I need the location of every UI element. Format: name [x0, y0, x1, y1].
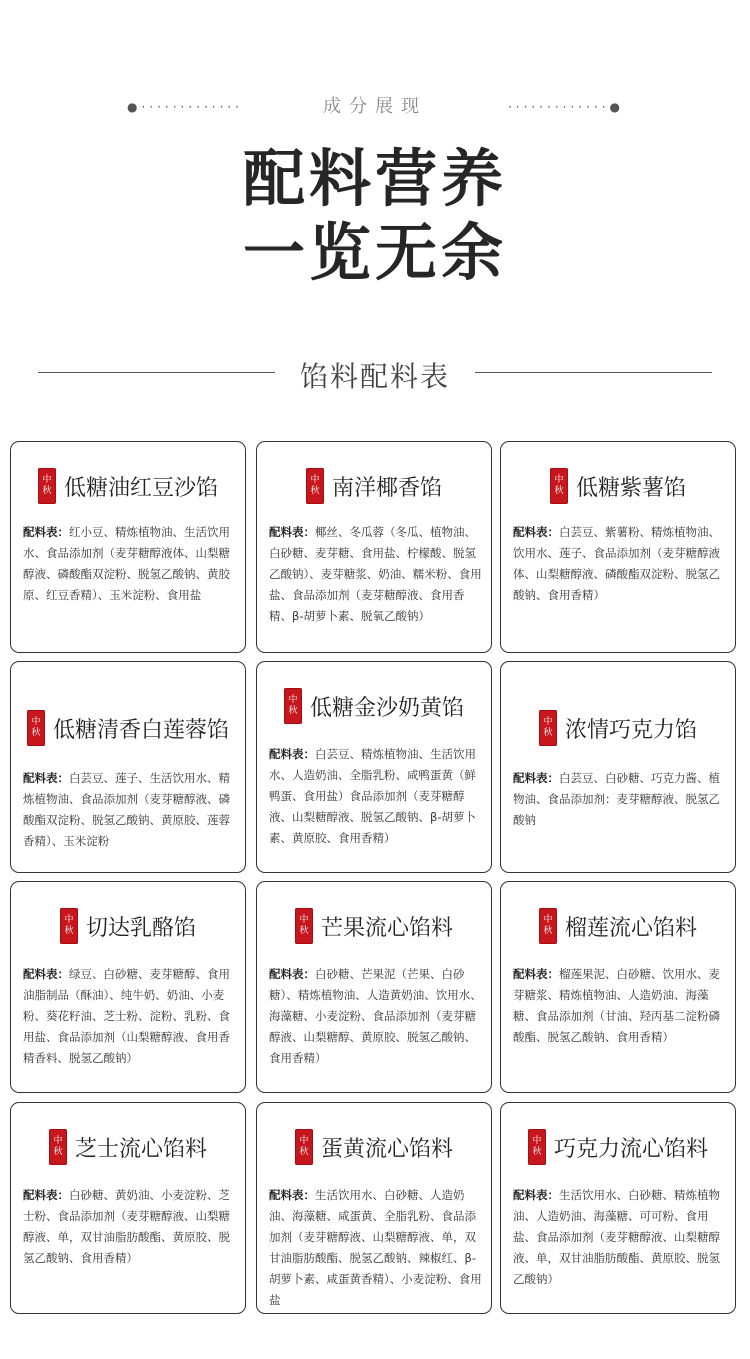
- card-title: 蛋黄流心馅料: [320, 1136, 453, 1162]
- mid-autumn-seal-icon: 中 秋: [550, 468, 568, 504]
- filling-card: [500, 1102, 736, 1314]
- ingredient-label: 配料表：: [23, 1188, 69, 1202]
- card-title: 巧克力流心馅料: [553, 1136, 708, 1162]
- card-header: [257, 1129, 491, 1165]
- right-dots-ornament: ·············●: [507, 100, 624, 114]
- filling-card: [500, 661, 736, 873]
- filling-card: [500, 881, 736, 1093]
- ingredient-label: 配料表：: [269, 967, 315, 981]
- card-title: 低糖清香白莲蓉馅: [52, 717, 229, 743]
- filling-card: [10, 881, 246, 1093]
- ingredient-label: 配料表：: [269, 1188, 315, 1202]
- card-ingredients: 配料表：白砂糖、黄奶油、小麦淀粉、芝士粉、食品添加剂（麦芽糖醇液、山梨糖醇液、单，双甘油脂肪酸酯、黄原胶、脱氢乙酸钠、食用香精）: [23, 1188, 230, 1265]
- card-ingredients: 配料表：白芸豆、精炼植物油、生活饮用水、人造奶油、全脂乳粉、咸鸭蛋黄（鲜鸭蛋、食用盐）食品添加剂（麦芽糖醇液、山梨糖醇液、脱氢乙酸钠、β-胡萝卜素、黄原胶、食用香精）: [269, 747, 476, 845]
- card-title: 低糖紫薯馅: [575, 475, 686, 501]
- card-ingredients: 配料表：生活饮用水、白砂糖、人造奶油、海藻糖、咸蛋黄、全脂乳粉、食品添加剂（麦芽糖醇液、山梨糖醇液、单，双甘油脂肪酸酯、脱氢乙酸钠、辣椒红、β-胡萝卜素、咸蛋黄香精）、小麦淀粉、食用盐: [269, 1188, 482, 1307]
- subtitle: 成分展现: [323, 96, 427, 117]
- mid-autumn-seal-icon: 中 秋: [306, 468, 324, 504]
- card-title: 低糖金沙奶黄馅: [309, 695, 464, 721]
- card-header: [501, 710, 735, 746]
- card-ingredients: 配料表：白砂糖、芒果泥（芒果、白砂糖）、精炼植物油、人造黄奶油、饮用水、海藻糖、小麦淀粉、食品添加剂（麦芽糖醇液、山梨糖醇、黄原胶、脱氢乙酸钠、食用香精）: [269, 967, 482, 1065]
- card-ingredients: 配料表：红小豆、精炼植物油、生活饮用水、食品添加剂（麦芽糖醇液体、山梨糖醇液、磷酸酯双淀粉、脱氢乙酸钠、黄胶原、红豆香精）、玉米淀粉、食用盐: [23, 525, 230, 602]
- filling-card: [256, 881, 492, 1093]
- card-header: [501, 468, 735, 504]
- ingredient-label: 配料表：: [23, 525, 69, 539]
- left-dots-ornament: ●·············: [127, 100, 244, 114]
- ingredient-label: 配料表：: [23, 771, 69, 785]
- card-title: 芝士流心馅料: [74, 1136, 207, 1162]
- main-title-line1: 配料营养: [242, 142, 507, 215]
- mid-autumn-seal-icon: 中 秋: [528, 1129, 546, 1165]
- ingredient-label: 配料表：: [23, 967, 69, 981]
- divider-right: [475, 372, 712, 373]
- card-header: [11, 710, 245, 746]
- card-ingredients: 配料表：椰丝、冬瓜蓉（冬瓜、植物油、白砂糖、麦芽糖、食用盐、柠檬酸、脱氢乙酸钠）、麦芽糖浆、奶油、糯米粉、食用盐、食品添加剂（麦芽糖醇液、食用香精、β-胡萝卜素、脱氧乙酸钠）: [269, 525, 482, 623]
- subtitle-row: [0, 92, 750, 122]
- main-title-line2: 一览无余: [242, 216, 507, 289]
- card-title: 浓情巧克力馅: [564, 717, 697, 743]
- section-title: 馅料配料表: [299, 360, 450, 393]
- card-ingredients: 配料表：白芸豆、莲子、生活饮用水、精炼植物油、食品添加剂（麦芽糖醇液、磷酸酯双淀粉、脱氢乙酸钠、黄原胶、莲蓉香精）、玉米淀粉: [23, 771, 230, 848]
- ingredient-label: 配料表：: [513, 967, 559, 981]
- ingredient-label: 配料表：: [513, 525, 559, 539]
- card-header: [257, 468, 491, 504]
- filling-card: [256, 441, 492, 653]
- filling-card: [10, 441, 246, 653]
- mid-autumn-seal-icon: 中 秋: [295, 908, 313, 944]
- mid-autumn-seal-icon: 中 秋: [539, 908, 557, 944]
- card-title: 榴莲流心馅料: [564, 915, 697, 941]
- ingredient-label: 配料表：: [269, 525, 315, 539]
- card-header: [11, 1129, 245, 1165]
- filling-card: [256, 661, 492, 873]
- mid-autumn-seal-icon: 中 秋: [38, 468, 56, 504]
- card-ingredients: 配料表：白芸豆、白砂糖、巧克力酱、植物油、食品添加剂：麦芽糖醇液、脱氢乙酸钠: [513, 771, 720, 827]
- card-ingredients: 配料表：绿豆、白砂糖、麦芽糖醇、食用油脂制品（酥油）、纯牛奶、奶油、小麦粉、葵花籽油、芝士粉、淀粉、乳粉、食用盐、食品添加剂（山梨糖醇液、食用香精香料、脱氢乙酸钠）: [23, 967, 230, 1065]
- mid-autumn-seal-icon: 中 秋: [49, 1129, 67, 1165]
- card-ingredients: 配料表：生活饮用水、白砂糖、精炼植物油、人造奶油、海藻糖、可可粉、食用盐、食品添加剂（麦芽糖醇液、山梨糖醇液、单，双甘油脂肪酸酯、黄原胶、脱氢乙酸钠）: [513, 1188, 720, 1286]
- card-ingredients: 配料表：榴莲果泥、白砂糖、饮用水、麦芽糖浆、精炼植物油、人造奶油、海藻糖、食品添加剂（甘油、羟丙基二淀粉磷酸酯、脱氢乙酸钠、食用香精）: [513, 967, 720, 1044]
- card-header: [11, 908, 245, 944]
- card-ingredients: 配料表：白芸豆、紫薯粉、精炼植物油、饮用水、莲子、食品添加剂（麦芽糖醇液体、山梨糖醇液、磷酸酯双淀粉、脱氢乙酸钠、食用香精）: [513, 525, 720, 602]
- filling-card: [10, 661, 246, 873]
- filling-card: [256, 1102, 492, 1314]
- mid-autumn-seal-icon: 中 秋: [27, 710, 45, 746]
- section-heading: [0, 352, 750, 392]
- mid-autumn-seal-icon: 中 秋: [284, 688, 302, 724]
- mid-autumn-seal-icon: 中 秋: [539, 710, 557, 746]
- ingredient-label: 配料表：: [513, 1188, 559, 1202]
- mid-autumn-seal-icon: 中 秋: [295, 1129, 313, 1165]
- card-title: 低糖油红豆沙馅: [63, 475, 218, 501]
- card-title: 芒果流心馅料: [320, 915, 453, 941]
- ingredient-label: 配料表：: [269, 747, 315, 761]
- card-header: [501, 908, 735, 944]
- card-header: [257, 688, 491, 724]
- card-header: [11, 468, 245, 504]
- filling-card: [10, 1102, 246, 1314]
- ingredient-label: 配料表：: [513, 771, 559, 785]
- card-header: [501, 1129, 735, 1165]
- mid-autumn-seal-icon: 中 秋: [60, 908, 78, 944]
- card-header: [257, 908, 491, 944]
- card-title: 切达乳酪馅: [85, 915, 196, 941]
- filling-card: [500, 441, 736, 653]
- card-title: 南洋椰香馅: [331, 475, 442, 501]
